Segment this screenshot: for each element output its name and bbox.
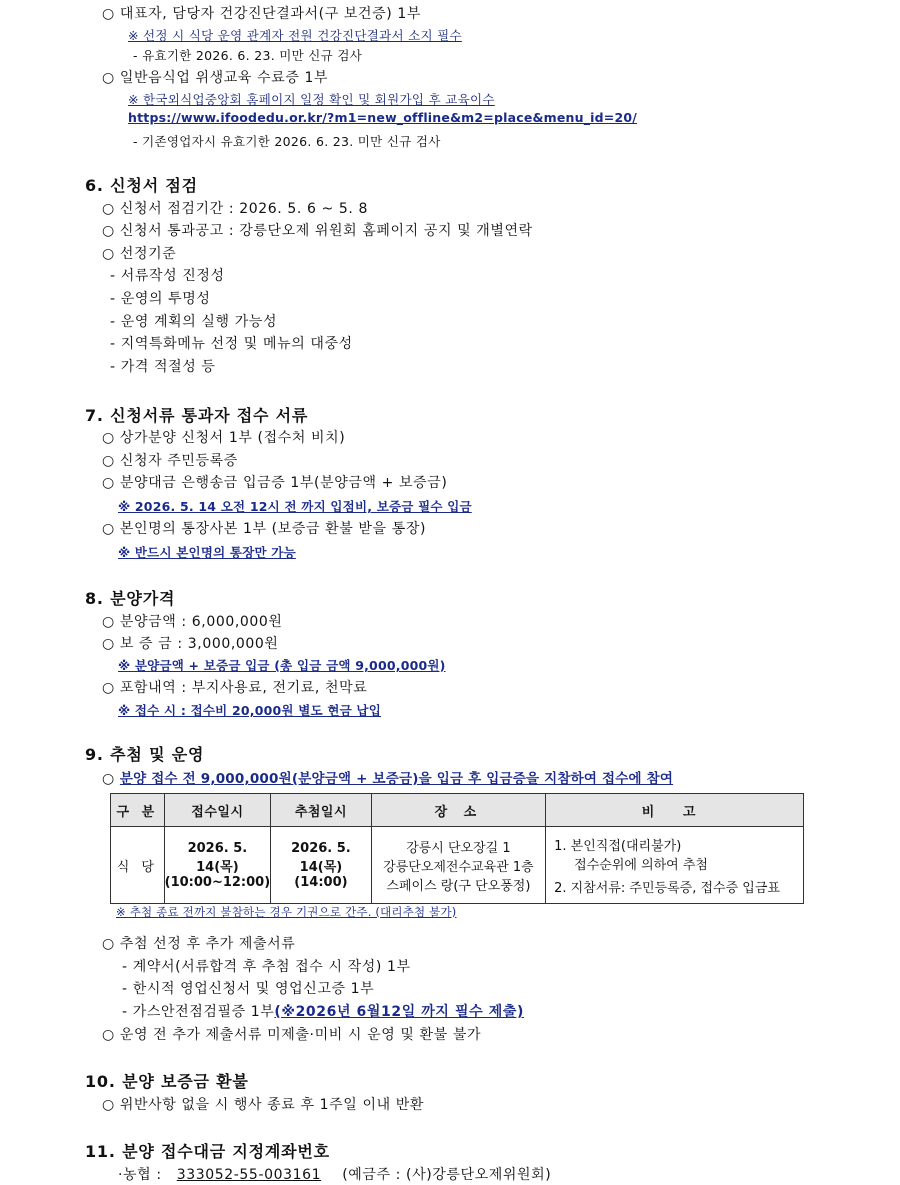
hygiene-cert-item: ○ 일반음식업 위생교육 수료증 1부 [102, 70, 329, 86]
hygiene-edu-link[interactable]: https://www.ifoodedu.or.kr/?m1=new_offline&m2=place&menu_id=20/ [128, 110, 638, 125]
table-row [111, 827, 804, 904]
bank-account-line [118, 1164, 551, 1184]
remark-1: 1. 본인직접(대리불가) [554, 838, 682, 854]
hygiene-cert-validity: - 기존영업자시 유효기한 2026. 6. 23. 미만 신규 검사 [133, 134, 441, 149]
included-items: ○ 포함내역 : 부지사용료, 전기료, 천막료 [102, 680, 368, 696]
col-draw: 추첨일시 [271, 794, 372, 827]
application-form-item: ○ 상가분양 신청서 1부 (접수처 비치) [102, 430, 346, 446]
refund-condition-item: ○ 운영 전 추가 제출서류 미제출·미비 시 운영 및 환불 불가 [102, 1027, 482, 1043]
health-cert-validity: - 유효기한 2026. 6. 23. 미만 신규 검사 [133, 48, 363, 63]
criterion-price: - 가격 적절성 등 [110, 359, 216, 375]
business-permit-sub: - 한시적 영업신청서 및 영업신고증 1부 [122, 981, 375, 997]
total-payment-note: ※ 분양금액 + 보증금 입금 (총 입금 금액 9,000,000원) [118, 658, 446, 673]
section-8-heading: 8. 분양가격 [85, 589, 176, 608]
gas-inspection-text: - 가스안전점검필증 1부 [122, 1004, 275, 1020]
section-10-heading: 10. 분양 보증금 환불 [85, 1072, 249, 1091]
section-6-heading: 6. 신청서 점검 [85, 176, 198, 195]
place-line-1: 강릉시 단오장길 1 [406, 840, 511, 856]
gas-inspection-deadline: (※2026년 6월12일 까지 필수 제출) [274, 1004, 524, 1020]
reception-time: (10:00~12:00) [164, 874, 271, 890]
deposit-deadline-note: ※ 2026. 5. 14 오전 12시 전 까지 입점비, 보증금 필수 입금 [118, 499, 472, 514]
category-cell: 식 당 [111, 827, 165, 904]
remark-2: 2. 지참서류: 주민등록증, 접수증 입금표 [554, 880, 780, 896]
remark-1b: 접수순위에 의하여 추첨 [574, 857, 708, 873]
health-cert-note: ※ 선정 시 식당 운영 관계자 전원 건강진단결과서 소지 필수 [128, 28, 462, 43]
bankbook-copy-item: ○ 본인명의 통장사본 1부 (보증금 환불 받을 통장) [102, 521, 427, 537]
col-category: 구 분 [111, 794, 165, 827]
selection-criteria-item: ○ 선정기준 [102, 246, 177, 262]
place-cell [371, 827, 545, 904]
reception-fee-note: ※ 접수 시 : 접수비 20,000원 별도 현금 납입 [118, 703, 381, 718]
deposit-return-item: ○ 위반사항 없을 시 행사 종료 후 1주일 이내 반환 [102, 1097, 425, 1113]
review-notice-item: ○ 신청서 통과공고 : 강릉단오제 위원회 홈페이지 공지 및 개별연락 [102, 223, 533, 239]
bankbook-note: ※ 반드시 본인명의 통장만 가능 [118, 545, 296, 560]
draw-absence-note: ※ 추첨 종료 전까지 불참하는 경우 기권으로 간주. (대리추첨 불가) [116, 905, 457, 919]
criterion-sincerity: - 서류작성 진정성 [110, 268, 225, 284]
draw-schedule-table [110, 793, 804, 904]
place-line-2: 강릉단오제전수교육관 1층 [383, 859, 534, 875]
col-place: 장 소 [371, 794, 545, 827]
place-line-3: 스페이스 랑(구 단오풍정) [386, 878, 531, 894]
criterion-feasibility: - 운영 계획의 실행 가능성 [110, 314, 278, 330]
account-number: 333052-55-003161 [176, 1167, 322, 1183]
contract-sub: - 계약서(서류합격 후 추첨 접수 시 작성) 1부 [122, 959, 411, 975]
col-remark: 비 고 [546, 794, 804, 827]
criterion-local-menu: - 지역특화메뉴 선정 및 메뉴의 대중성 [110, 336, 353, 352]
bank-label: ·농협 : [118, 1167, 162, 1183]
section-9-heading: 9. 추첨 및 운영 [85, 745, 205, 764]
sale-price-item: ○ 분양금액 : 6,000,000원 [102, 614, 283, 630]
bullet: ○ [102, 771, 115, 787]
gas-inspection-sub [122, 1001, 524, 1021]
reception-date: 2026. 5. 14(목) [187, 840, 248, 875]
account-holder: (예금주 : (사)강릉단오제위원회) [342, 1167, 552, 1183]
col-reception: 접수일시 [164, 794, 271, 827]
draw-intro-text: 분양 접수 전 9,000,000원(분양금액 + 보증금)을 입금 후 입금증을 지참하여 접수에 참여 [119, 771, 674, 787]
draw-cell [271, 827, 372, 904]
review-period-item: ○ 신청서 점검기간 : 2026. 5. 6 ~ 5. 8 [102, 201, 368, 217]
hygiene-cert-note: ※ 한국외식업중앙회 홈페이지 일정 확인 및 회원가입 후 교육이수 [128, 92, 495, 107]
draw-date: 2026. 5. 14(목) [291, 840, 351, 875]
criterion-transparency: - 운영의 투명성 [110, 291, 211, 307]
reception-cell [164, 827, 271, 904]
post-draw-docs-item: ○ 추첨 선정 후 추가 제출서류 [102, 936, 296, 952]
section-7-heading: 7. 신청서류 통과자 접수 서류 [85, 406, 309, 425]
draw-intro [102, 767, 673, 787]
draw-time: (14:00) [294, 874, 348, 890]
deposit-receipt-item: ○ 분양대금 은행송금 입금증 1부(분양금액 + 보증금) [102, 475, 448, 491]
deposit-item: ○ 보 증 금 : 3,000,000원 [102, 636, 279, 652]
section-11-heading: 11. 분양 접수대금 지정계좌번호 [85, 1142, 330, 1161]
health-cert-item: ○ 대표자, 담당자 건강진단결과서(구 보건증) 1부 [102, 6, 421, 22]
table-header-row [111, 794, 804, 827]
remark-cell [546, 827, 804, 904]
id-card-item: ○ 신청자 주민등록증 [102, 453, 238, 469]
